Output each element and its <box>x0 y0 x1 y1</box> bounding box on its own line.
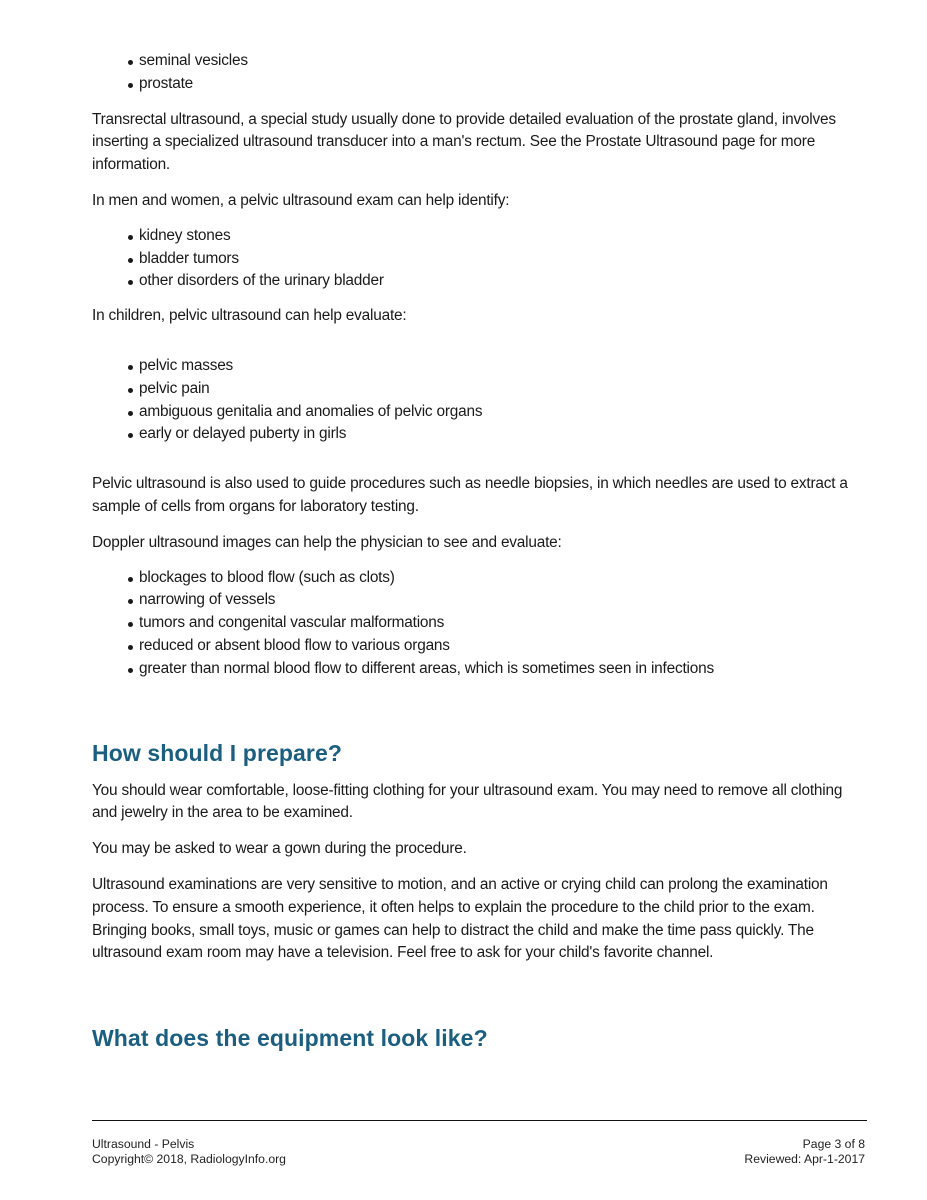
footer-right <box>744 1137 865 1167</box>
list-item: pelvic masses <box>128 355 867 378</box>
paragraph-men-women: In men and women, a pelvic ultrasound exam can help identify: <box>92 191 510 209</box>
identify-list <box>92 225 867 293</box>
list-item: bladder tumors <box>128 248 867 271</box>
list-item: tumors and congenital vascular malformations <box>128 612 867 635</box>
paragraph-prepare-clothing: You should wear comfortable, loose-fitting clothing for your ultrasound exam. You may need to remove all clothing and jewelry in the area to be examined. <box>92 781 843 822</box>
list-item: narrowing of vessels <box>128 589 867 612</box>
children-list <box>92 355 867 446</box>
heading-equipment: What does the equipment look like? <box>92 1025 488 1052</box>
paragraph-guide: Pelvic ultrasound is also used to guide procedures such as needle biopsies, in which needles are used to extract a sample of cells from organs for laboratory testing. <box>92 475 848 515</box>
footer-reviewed-date: Reviewed: Apr-1-2017 <box>744 1152 865 1166</box>
paragraph-children: In children, pelvic ultrasound can help evaluate: <box>92 307 407 325</box>
heading-prepare: How should I prepare? <box>92 739 343 766</box>
list-item: kidney stones <box>128 225 867 248</box>
list-item: other disorders of the urinary bladder <box>128 270 867 293</box>
list-item: reduced or absent blood flow to various organs <box>128 635 867 658</box>
footer-page-number: Page 3 of 8 <box>802 1137 865 1151</box>
list-item: blockages to blood flow (such as clots) <box>128 567 867 590</box>
paragraph-prepare-motion: Ultrasound examinations are very sensitive to motion, and an active or crying child can prolong the examination process. To ensure a smooth experience, it often helps to explain the procedure to the child prior to the exam. Bringing books, small toys, music or games can help to distract the child and make the time pass quickly. The ultrasound exam room may have a television. Feel free to ask for your child's favorite channel. <box>92 875 828 962</box>
footer-copyright: Copyright© 2018, RadiologyInfo.org <box>92 1152 286 1166</box>
paragraph-doppler: Doppler ultrasound images can help the physician to see and evaluate: <box>92 533 562 551</box>
list-item: greater than normal blood flow to different areas, which is sometimes seen in infections <box>128 658 867 681</box>
list-item: prostate <box>128 73 867 96</box>
footer-divider <box>92 1120 867 1121</box>
list-item: ambiguous genitalia and anomalies of pelvic organs <box>128 401 867 424</box>
footer-left <box>92 1137 286 1167</box>
doppler-list <box>92 567 867 681</box>
list-item: pelvic pain <box>128 378 867 401</box>
paragraph-transrectal: Transrectal ultrasound, a special study usually done to provide detailed evaluation of the prostate gland, involves inserting a specialized ultrasound transducer into a man's rectum. See the Prostate Ultrasound page for more information. <box>92 110 836 174</box>
footer-doc-title: Ultrasound - Pelvis <box>92 1137 195 1151</box>
paragraph-prepare-gown: You may be asked to wear a gown during the procedure. <box>92 840 467 858</box>
list-item: early or delayed puberty in girls <box>128 423 867 446</box>
list-item: seminal vesicles <box>128 50 867 73</box>
organ-list <box>92 50 867 96</box>
document-body <box>92 50 867 1052</box>
